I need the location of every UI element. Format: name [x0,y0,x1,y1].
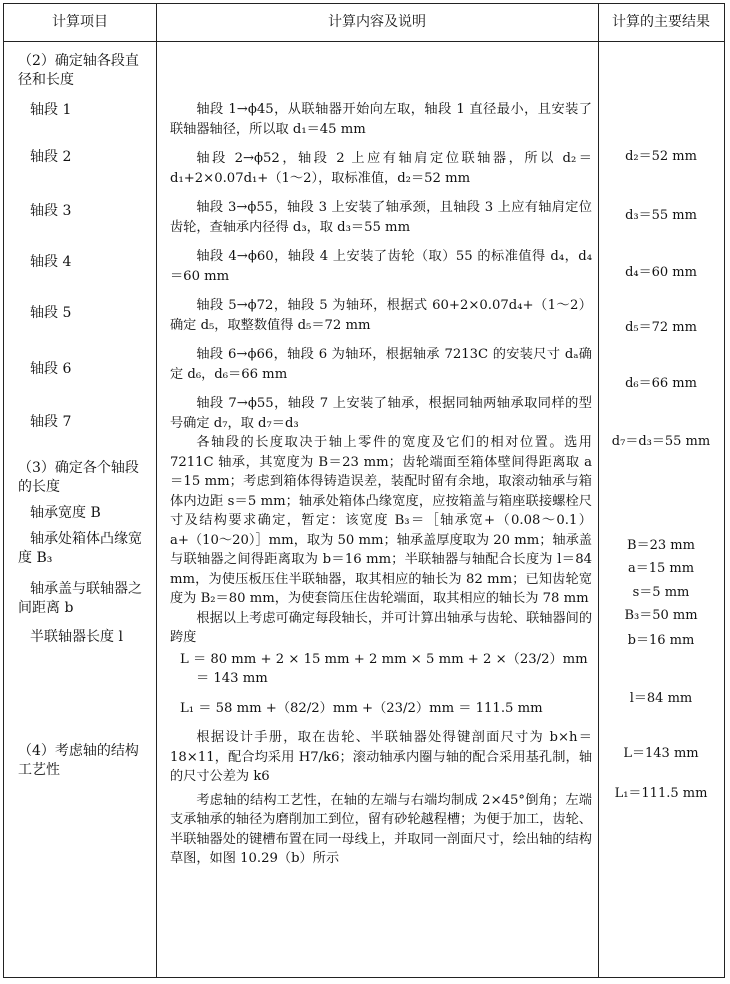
seg-3-label: 轴段 3 [30,203,72,219]
bearing-width-label: 轴承宽度 B [30,505,101,521]
result-L1: L₁＝111.5 mm [614,786,708,801]
result-s: s＝5 mm [632,585,690,600]
equation-L: L ＝ 80 mm + 2 × 15 mm + 2 mm × 5 mm + 2 ×（23/2）mm [180,651,588,667]
seg-2-label: 轴段 2 [30,149,72,165]
equation-L1: L₁ ＝ 58 mm +（82/2）mm +（23/2）mm ＝ 111.5 mm [180,700,543,716]
result-d7: d₇＝d₃＝55 mm [611,434,711,449]
seg-6-label: 轴段 6 [30,361,72,377]
para-process: 考虑轴的结构工艺性，在轴的左端与右端均制成 2×45°倒角；左端支承轴承的轴径为磨削加工到位，留有砂轮越程槽；为便于加工，齿轮、半联轴器处的键槽布置在同一母线上，并取同一剖面尺寸，绘出轴的结构草图，如图 10.29（b）所示 [170,792,592,866]
result-d3: d₃＝55 mm [625,208,697,223]
section-2-title: （2）确定轴各段直径和长度 [18,53,139,88]
result-d5: d₅＝72 mm [625,320,697,335]
table-header [4,4,724,42]
result-a: a＝15 mm [627,561,695,576]
result-B3: B₃＝50 mm [624,608,698,623]
para-keys: 根据设计手册，取在齿轮、半联轴器处得键剖面尺寸为 b×h＝18×11，配合均采用 H7/k6；滚动轴承内圈与轴的配合采用基孔制，轴的尺寸公差为 k6 [170,730,592,784]
result-l: l＝84 mm [629,691,693,706]
calculation-table [3,3,725,978]
section-3-title: （3）确定各个轴段的长度 [18,460,139,495]
header-content: 计算内容及说明 [328,14,426,30]
flange-width-label: 轴承处箱体凸缘宽度 B₃ [18,531,142,566]
result-L: L＝143 mm [623,746,699,761]
content-column [170,100,592,869]
para-seg2: 轴段 2→ϕ52，轴段 2 上应有轴肩定位联轴器，所以 d₂＝d₁+2×0.07d₁+（1～2），取标准值，d₂＝52 mm [170,151,592,186]
para-lengths: 各轴段的长度取决于轴上零件的宽度及它们的相对位置。选用 7211C 轴承，其宽度为 B＝23 mm；齿轮端面至箱体壁间得距离取 a＝15 mm；考虑到箱体得铸造误差，装配时留有余地，取滚动轴承与箱体内边距 s＝5 mm；轴承处箱体凸缘宽度，应按箱盖与箱座联接螺栓尺寸及结构要求确定，暂定：该宽度 B₃＝［轴承宽+（0.08～0.1）a+（10～20）］mm，取为 50 mm；轴承盖厚度取为 20 mm；轴承盖与联轴器之间得距离取为 b＝16 mm；半联轴器与轴配合长度为 l＝84 mm，为使压板压住半联轴器，取其相应的轴长为 82 mm；已知齿轮宽度为 B₂＝80 mm，为使套筒压住齿轮端面，取其相应的轴长为 78 mm [170,435,592,606]
column-divider [598,4,599,977]
header-result: 计算的主要结果 [612,14,710,30]
cover-distance-label: 轴承盖与联轴器之间距离 b [18,581,142,616]
para-seg6: 轴段 6→ϕ66，轴段 6 为轴环，根据轴承 7213C 的安装尺寸 dₐ确定 d₆，d₆＝66 mm [170,347,592,382]
result-d2: d₂＝52 mm [625,149,697,164]
result-b: b＝16 mm [627,633,695,648]
seg-7-label: 轴段 7 [30,414,72,430]
seg-4-label: 轴段 4 [30,254,72,270]
para-seg5: 轴段 5→ϕ72，轴段 5 为轴环，根据式 60+2×0.07d₄+（1～2）确定 d₅，取整数值得 d₅＝72 mm [170,298,592,333]
para-span: 根据以上考虑可确定每段轴长，并可计算出轴承与齿轮、联轴器间的跨度 [170,610,593,645]
equation-L-result: ＝ 143 mm [196,671,268,686]
para-seg7: 轴段 7→ϕ55，轴段 7 上安装了轴承，根据同轴两轴承取同样的型号确定 d₇，取 d₇＝d₃ [170,396,592,431]
para-seg4: 轴段 4→ϕ60，轴段 4 上安装了齿轮（取）55 的标准值得 d₄，d₄＝60 mm [170,249,592,284]
seg-5-label: 轴段 5 [30,305,72,321]
para-seg1: 轴段 1→ϕ45，从联轴器开始向左取，轴段 1 直径最小，且安装了联轴器轴径，所以取 d₁＝45 mm [170,102,592,137]
result-d6: d₆＝66 mm [625,376,697,391]
result-d4: d₄＝60 mm [625,265,697,280]
seg-1-label: 轴段 1 [30,102,72,118]
header-item: 计算项目 [52,14,108,30]
section-4-title: （4）考虑轴的结构工艺性 [18,743,139,778]
coupling-length-label: 半联轴器长度 l [30,629,123,645]
para-seg3: 轴段 3→ϕ55，轴段 3 上安装了轴承颈，且轴段 3 上应有轴肩定位齿轮，查轴承内径得 d₃，取 d₃＝55 mm [170,200,592,235]
result-B: B＝23 mm [627,538,695,553]
